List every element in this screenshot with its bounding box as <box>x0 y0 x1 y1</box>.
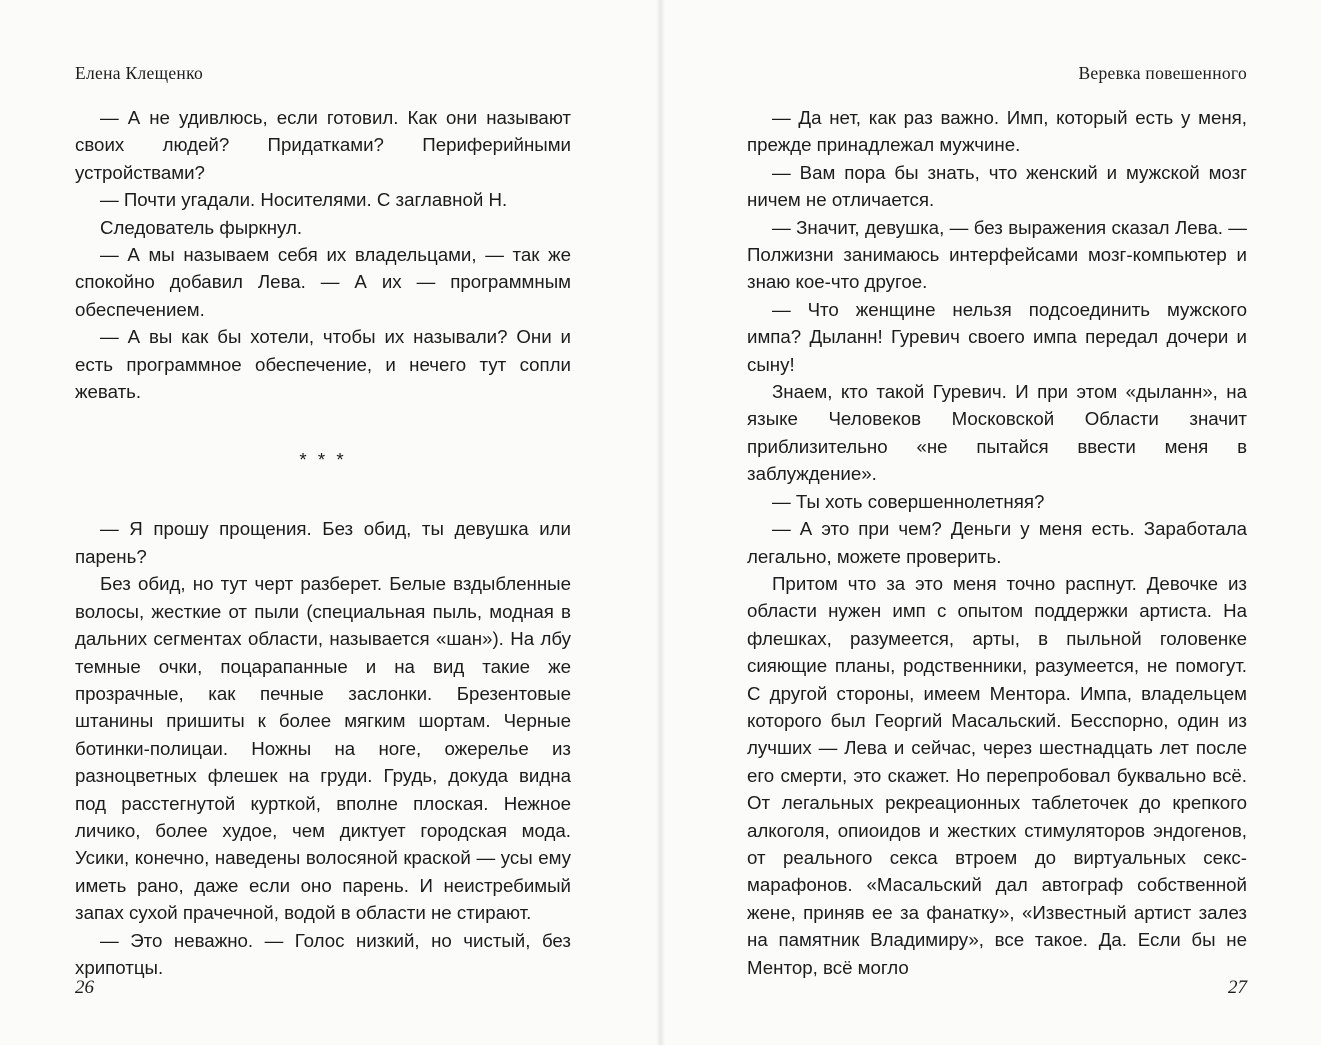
paragraph: — Значит, девушка, — без выражения сказал Лева. — Полжизни занимаюсь интерфейсами мозг-компьютер и знаю кое-что другое. <box>747 216 1247 293</box>
paragraph: — А не удивлюсь, если готовил. Как они называют своих людей? Придатками? Периферийными устройствами? <box>75 107 571 183</box>
paragraph: — Ты хоть совершеннолетняя? <box>772 490 1045 512</box>
page-number: 27 <box>1228 977 1247 998</box>
page-number: 26 <box>75 977 94 998</box>
paragraph: Притом что за это меня точно распнут. Девочке из области нужен имп с опытом поддержки артиста. На флешках, разумеется, арты, в пыльной головенке сияющие планы, родственники, разумеется, не помогут. С другой стороны, имеем Ментора. Импа, владельцем которого был Георгий Масальский. Бесспорно, один из лучших — Лева и сейчас, через шестнадцать лет после его смерти, это скажет. Но перепробовал буквально всё. От легальных рекреационных таблеточек до крепкого алкоголя, опиоидов и жестких стимуляторов эндогенов, от реального секса втроем до виртуальных секс-марафонов. «Масальский дал автограф собственной жене, приняв ее за фанатку», «Известный артист залез на памятник Владимиру», все такое. Да. Если бы не Ментор, всё могло <box>747 572 1247 978</box>
left-page-text <box>75 104 571 981</box>
paragraph: Знаем, кто такой Гуревич. И при этом «дыланн», на языке Человеков Московской Области значит приблизительно «не пытайся ввести меня в заблуждение». <box>747 381 1247 485</box>
paragraph: Без обид, но тут черт разберет. Белые вздыбленные волосы, жесткие от пыли (специальная пыль, модная в дальних сегментах области, называется «шан»). На лбу темные очки, поцарапанные и на вид такие же прозрачные, как печные заслонки. Брезентовые штанины пришиты к более мягким шортам. Черные ботинки-полицаи. Ножны на ноге, ожерелье из разноцветных флешек на груди. Грудь, докуда видна под расстегнутой курткой, вполне плоская. Нежное личико, более худое, чем диктует городская мода. Усики, конечно, наведены волосяной краской — усы ему иметь рано, даже если оно парень. И неистребимый запах сухой прачечной, водой в области не стирают. <box>75 573 571 924</box>
paragraph: — Вам пора бы знать, что женский и мужской мозг ничем не отличается. <box>747 161 1247 211</box>
paragraph: — Почти угадали. Носителями. С заглавной Н. <box>100 189 508 211</box>
paragraph: — А мы называем себя их владельцами, — так же спокойно добавил Лева. — А их — программным обеспечением. <box>75 244 571 320</box>
paragraph: — Я прошу прощения. Без обид, ты девушка или парень? <box>75 518 571 567</box>
paragraph: — А вы как бы хотели, чтобы их называли? Они и есть программное обеспечение, и нечего тут сопли жевать. <box>75 326 571 403</box>
right-page <box>747 0 1247 1045</box>
book-spine-shadow <box>656 0 665 1045</box>
running-head-title: Веревка повешенного <box>1078 63 1247 83</box>
paragraph: — Да нет, как раз важно. Имп, который есть у меня, прежде принадлежал мужчине. <box>747 107 1247 156</box>
running-head-author: Елена Клещенко <box>75 63 204 83</box>
paragraph: Следователь фыркнул. <box>100 216 303 238</box>
paragraph: — Что женщине нельзя подсоединить мужского импа? Дыланн! Гуревич своего импа передал дочери и сыну! <box>747 298 1247 375</box>
paragraph: — Это неважно. — Голос низкий, но чистый, без хрипотцы. <box>75 929 571 978</box>
section-separator: * * * <box>299 449 347 471</box>
right-page-text <box>747 104 1247 981</box>
paragraph: — А это при чем? Деньги у меня есть. Заработала легально, можете проверить. <box>747 518 1247 567</box>
left-page <box>75 0 571 1045</box>
